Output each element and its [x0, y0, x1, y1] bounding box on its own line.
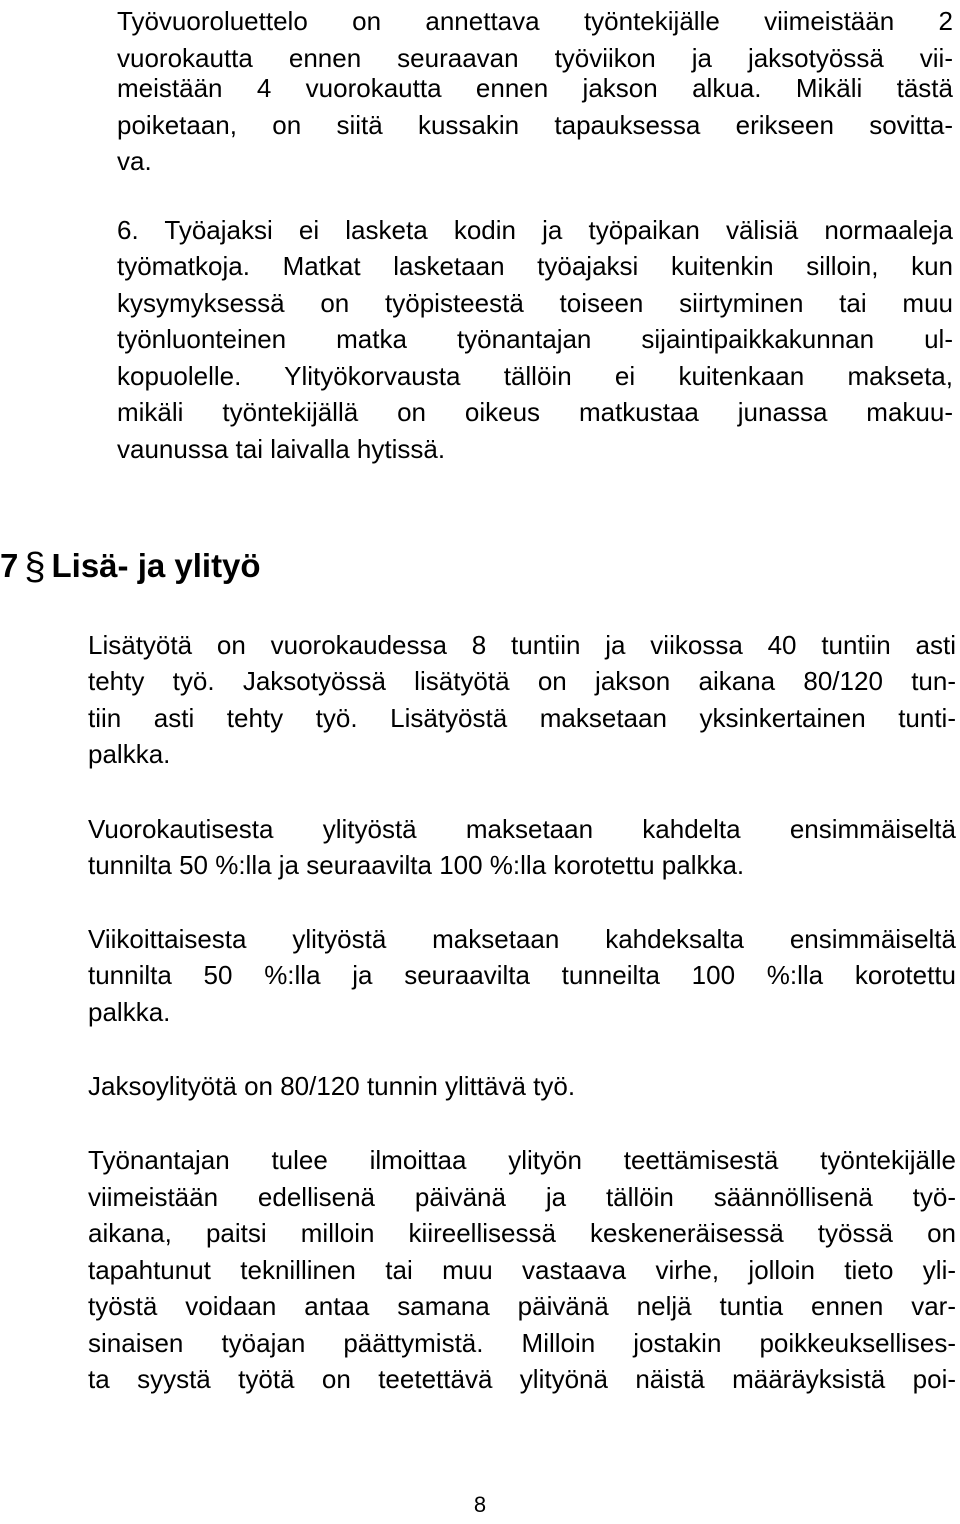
section-number: 7 — [0, 547, 19, 584]
intro-p1-line-3: meistään 4 vuorokautta ennen jakson alkua. Mikäli tästä — [117, 73, 953, 103]
page-number: 8 — [473, 1492, 487, 1517]
s-p3-line-3: palkka. — [88, 997, 171, 1027]
intro-p1-line-1: Työvuoroluettelo on annettava työntekijälle viimeistään 2 — [117, 6, 953, 36]
intro-p1-line-5: va. — [117, 146, 152, 176]
intro-p2-line-1: 6. Työajaksi ei lasketa kodin ja työpaikan välisiä normaaleja — [117, 215, 953, 245]
s-p2-line-2: tunnilta 50 %:lla ja seuraavilta 100 %:lla korotettu palkka. — [88, 850, 745, 880]
s-p3-line-2: tunnilta 50 %:lla ja seuraavilta tunneilta 100 %:lla korotettu — [88, 960, 956, 990]
s-p1-line-2: tehty työ. Jaksotyössä lisätyötä on jakson aikana 80/120 tun- — [88, 666, 956, 696]
intro-p1-line-2: vuorokautta ennen seuraavan työviikon ja jaksotyössä vii- — [117, 43, 953, 73]
s-p1-line-4: palkka. — [88, 739, 171, 769]
s-p5-line-2: viimeistään edellisenä päivänä ja tällöin säännöllisenä työ- — [88, 1182, 956, 1212]
s-p3-line-1: Viikoittaisesta ylityöstä maksetaan kahdeksalta ensimmäiseltä — [88, 924, 956, 954]
section-title: Lisä- ja ylityö — [51, 547, 261, 584]
intro-p2-line-7: vaunussa tai laivalla hytissä. — [117, 434, 446, 464]
s-p5-line-1: Työnantajan tulee ilmoittaa ylityön teettämisestä työntekijälle — [88, 1145, 956, 1175]
section-symbol: § — [24, 546, 46, 588]
s-p5-line-6: sinaisen työajan päättymistä. Milloin jostakin poikkeuksellises- — [88, 1328, 956, 1358]
s-p2-line-1: Vuorokautisesta ylityöstä maksetaan kahdelta ensimmäiseltä — [88, 814, 956, 844]
intro-p2-line-5: kopuolelle. Ylityökorvausta tällöin ei kuitenkaan makseta, — [117, 361, 953, 391]
intro-p2-line-4: työnluonteinen matka työnantajan sijaintipaikkakunnan ul- — [117, 324, 953, 354]
s-p5-line-4: tapahtunut teknillinen tai muu vastaava virhe, jolloin tieto yli- — [88, 1255, 956, 1285]
s-p4-line-1: Jaksoylityötä on 80/120 tunnin ylittävä työ. — [88, 1071, 576, 1101]
intro-p1-line-4: poiketaan, on siitä kussakin tapauksessa erikseen sovitta- — [117, 110, 953, 140]
s-p1-line-3: tiin asti tehty työ. Lisätyöstä maksetaan yksinkertainen tunti- — [88, 703, 956, 733]
s-p1-line-1: Lisätyötä on vuorokaudessa 8 tuntiin ja viikossa 40 tuntiin asti — [88, 630, 956, 660]
intro-p2-line-2: työmatkoja. Matkat lasketaan työajaksi kuitenkin silloin, kun — [117, 251, 953, 281]
intro-p2-line-6: mikäli työntekijällä on oikeus matkustaa junassa makuu- — [117, 397, 953, 427]
s-p5-line-7: ta syystä työtä on teetettävä ylityönä näistä määräyksistä poi- — [88, 1364, 956, 1394]
s-p5-line-5: työstä voidaan antaa samana päivänä neljä tuntia ennen var- — [88, 1291, 956, 1321]
section-heading — [0, 540, 261, 591]
s-p5-line-3: aikana, paitsi milloin kiireellisessä keskeneräisessä työssä on — [88, 1218, 956, 1248]
intro-p2-line-3: kysymyksessä on työpisteestä toiseen siirtyminen tai muu — [117, 288, 953, 318]
